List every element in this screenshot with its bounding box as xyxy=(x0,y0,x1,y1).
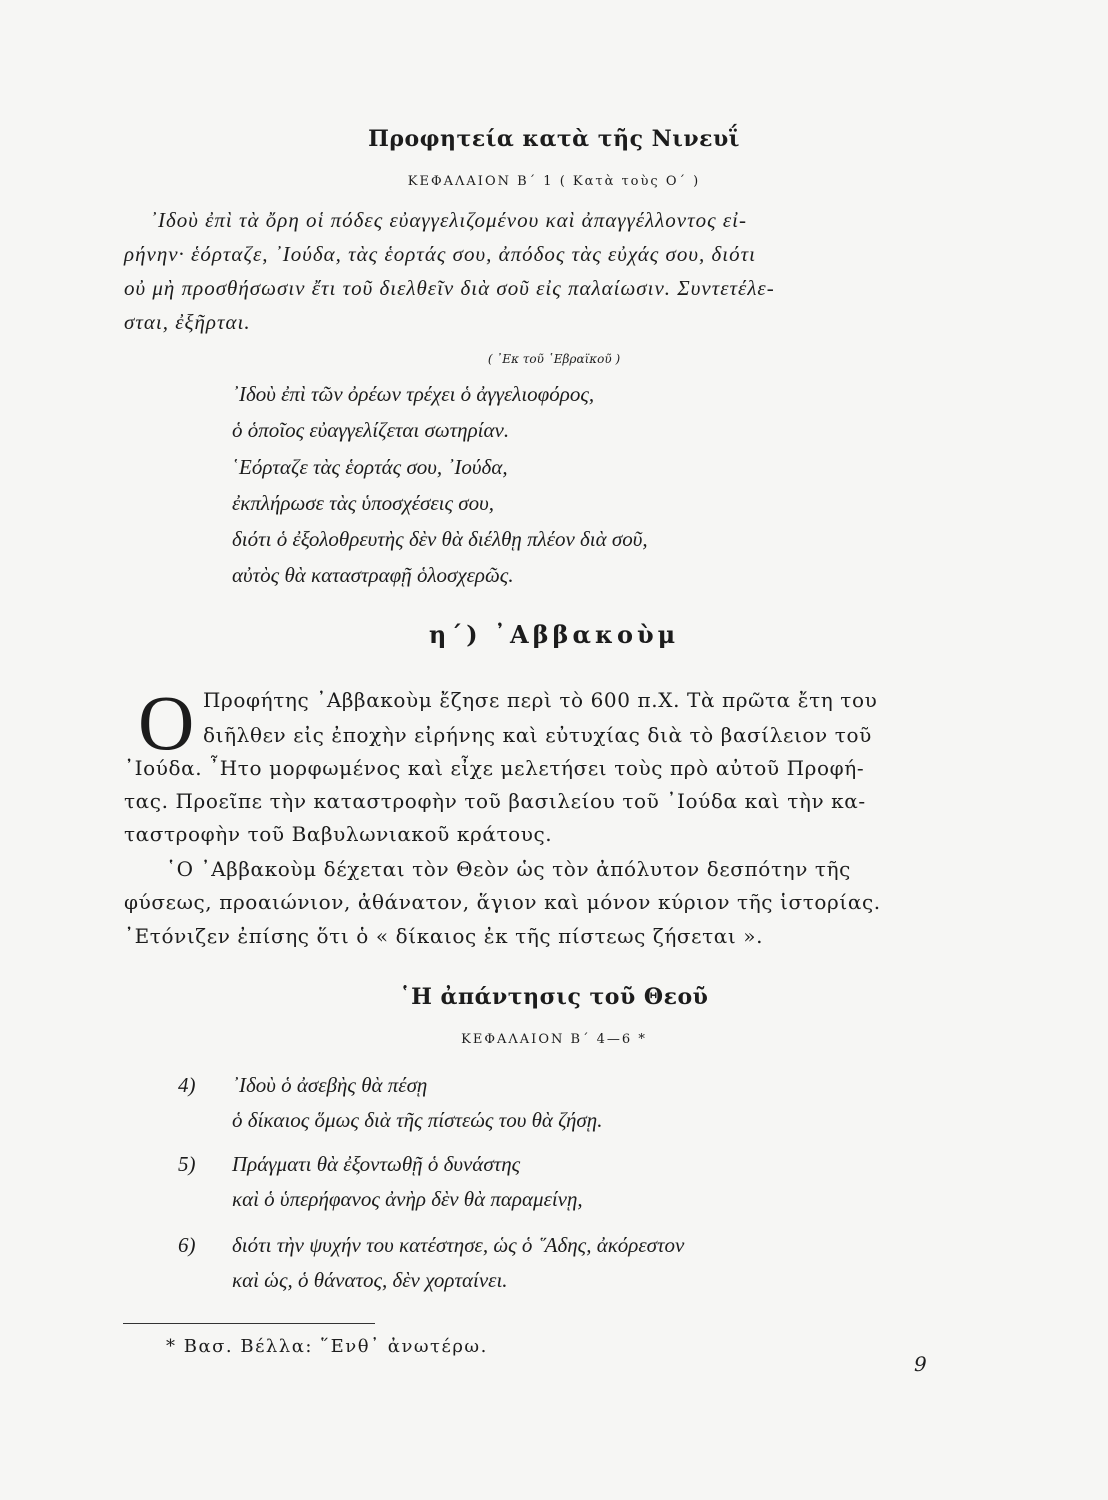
section2-para-line: ταστροφὴν τοῦ Βαβυλωνιακοῦ κράτους. xyxy=(124,822,553,846)
verse-line: ᾿Ιδοὺ ὁ ἀσεβὴς θὰ πέσῃ xyxy=(232,1073,428,1097)
section1-chapter-ref: ΚΕΦΑΛΑΙΟΝ Β΄ 1 ( Κατὰ τοὺς Ο΄ ) xyxy=(407,174,701,189)
verse-line: διότι τὴν ψυχήν του κατέστησε, ὡς ὁ ῞Αδης, ἀκόρεστον xyxy=(232,1233,685,1257)
section3-chapter-ref: ΚΕΦΑΛΑΙΟΝ Β΄ 4—6 * xyxy=(461,1032,647,1047)
section1-verse-line: ὁ ὁποῖος εὐαγγελίζεται σωτηρίαν. xyxy=(232,418,510,442)
section1-verse-line: ἐκπλήρωσε τὰς ὑποσχέσεις σου, xyxy=(232,491,494,515)
verse-number: 4) xyxy=(178,1073,196,1097)
page-number: 9 xyxy=(914,1352,927,1376)
verse-number: 5) xyxy=(178,1152,196,1176)
section1-verse-line: ῾Εόρταζε τὰς ἑορτάς σου, ᾿Ιούδα, xyxy=(232,455,508,479)
section1-verse-line: αὐτὸς θὰ καταστραφῇ ὁλοσχερῶς. xyxy=(232,563,514,587)
footnote-rule xyxy=(123,1323,375,1324)
section2-para-line: ῾Ο ᾿Αββακοὺμ δέχεται τὸν Θεὸν ὡς τὸν ἀπόλυτον δεσπότην τῆς xyxy=(166,857,851,881)
section2-title: η΄) ᾿Αββακοὺμ xyxy=(428,620,680,649)
section2-para-line: τας. Προεῖπε τὴν καταστροφὴν τοῦ βασιλείου τοῦ ᾿Ιούδα καὶ τὴν κα- xyxy=(124,789,866,813)
section2-para-line: φύσεως, προαιώνιον, ἀθάνατον, ἅγιον καὶ μόνον κύριον τῆς ἱστορίας. xyxy=(124,890,881,914)
section1-verse-line: ᾿Ιδοὺ ἐπὶ τῶν ὀρέων τρέχει ὁ ἀγγελιοφόρος, xyxy=(232,382,595,406)
source-note: ( ᾿Εκ τοῦ ῾Εβραϊκοῦ ) xyxy=(487,352,621,366)
dropcap-letter: Ο xyxy=(138,679,195,766)
verse-line: ὁ δίκαιος ὅμως διὰ τῆς πίστεώς του θὰ ζήσῃ. xyxy=(232,1108,603,1132)
section2-para-line: ᾿Ιούδα. ῏Ητο μορφωμένος καὶ εἶχε μελετήσει τοὺς πρὸ αὐτοῦ Προφή- xyxy=(124,756,865,780)
verse-line: καὶ ὡς, ὁ θάνατος, δὲν χορταίνει. xyxy=(232,1268,508,1292)
section1-prose-line: ρήνην· ἑόρταζε, ᾿Ιούδα, τὰς ἑορτάς σου, ἀπόδος τὰς εὐχάς σου, διότι xyxy=(124,242,756,266)
section1-prose-line: ᾿Ιδοὺ ἐπὶ τὰ ὄρη οἱ πόδες εὐαγγελιζομένου καὶ ἀπαγγέλλοντος εἰ- xyxy=(150,208,747,232)
footnote: * Βασ. Βέλλα: ῞Ενθ᾿ ἀνωτέρω. xyxy=(166,1336,488,1357)
section2-para-line: Προφήτης ᾿Αββακοὺμ ἔζησε περὶ τὸ 600 π.Χ. Τὰ πρῶτα ἔτη του xyxy=(203,688,878,712)
section1-prose-line: σται, ἐξῆρται. xyxy=(124,310,251,334)
section1-verse-line: διότι ὁ ἐξολοθρευτὴς δὲν θὰ διέλθῃ πλέον διὰ σοῦ, xyxy=(232,527,648,551)
section2-para-line: ᾿Ετόνιζεν ἐπίσης ὅτι ὁ « δίκαιος ἐκ τῆς πίστεως ζήσεται ». xyxy=(124,924,764,948)
verse-number: 6) xyxy=(178,1233,196,1257)
section2-para-line: διῆλθεν εἰς ἐποχὴν εἰρήνης καὶ εὐτυχίας διὰ τὸ βασίλειον τοῦ xyxy=(203,723,872,747)
section1-prose-line: οὐ μὴ προσθήσωσιν ἔτι τοῦ διελθεῖν διὰ σοῦ εἰς παλαίωσιν. Συντετέλε- xyxy=(124,276,775,300)
verse-line: καὶ ὁ ὑπερήφανος ἀνὴρ δὲν θὰ παραμείνῃ, xyxy=(232,1187,583,1211)
verse-line: Πράγματι θὰ ἐξοντωθῇ ὁ δυνάστης xyxy=(232,1152,521,1176)
section3-title: ῾Η ἀπάντησις τοῦ Θεοῦ xyxy=(399,984,709,1010)
section1-title: Προφητεία κατὰ τῆς Νινευΐ xyxy=(368,126,740,152)
